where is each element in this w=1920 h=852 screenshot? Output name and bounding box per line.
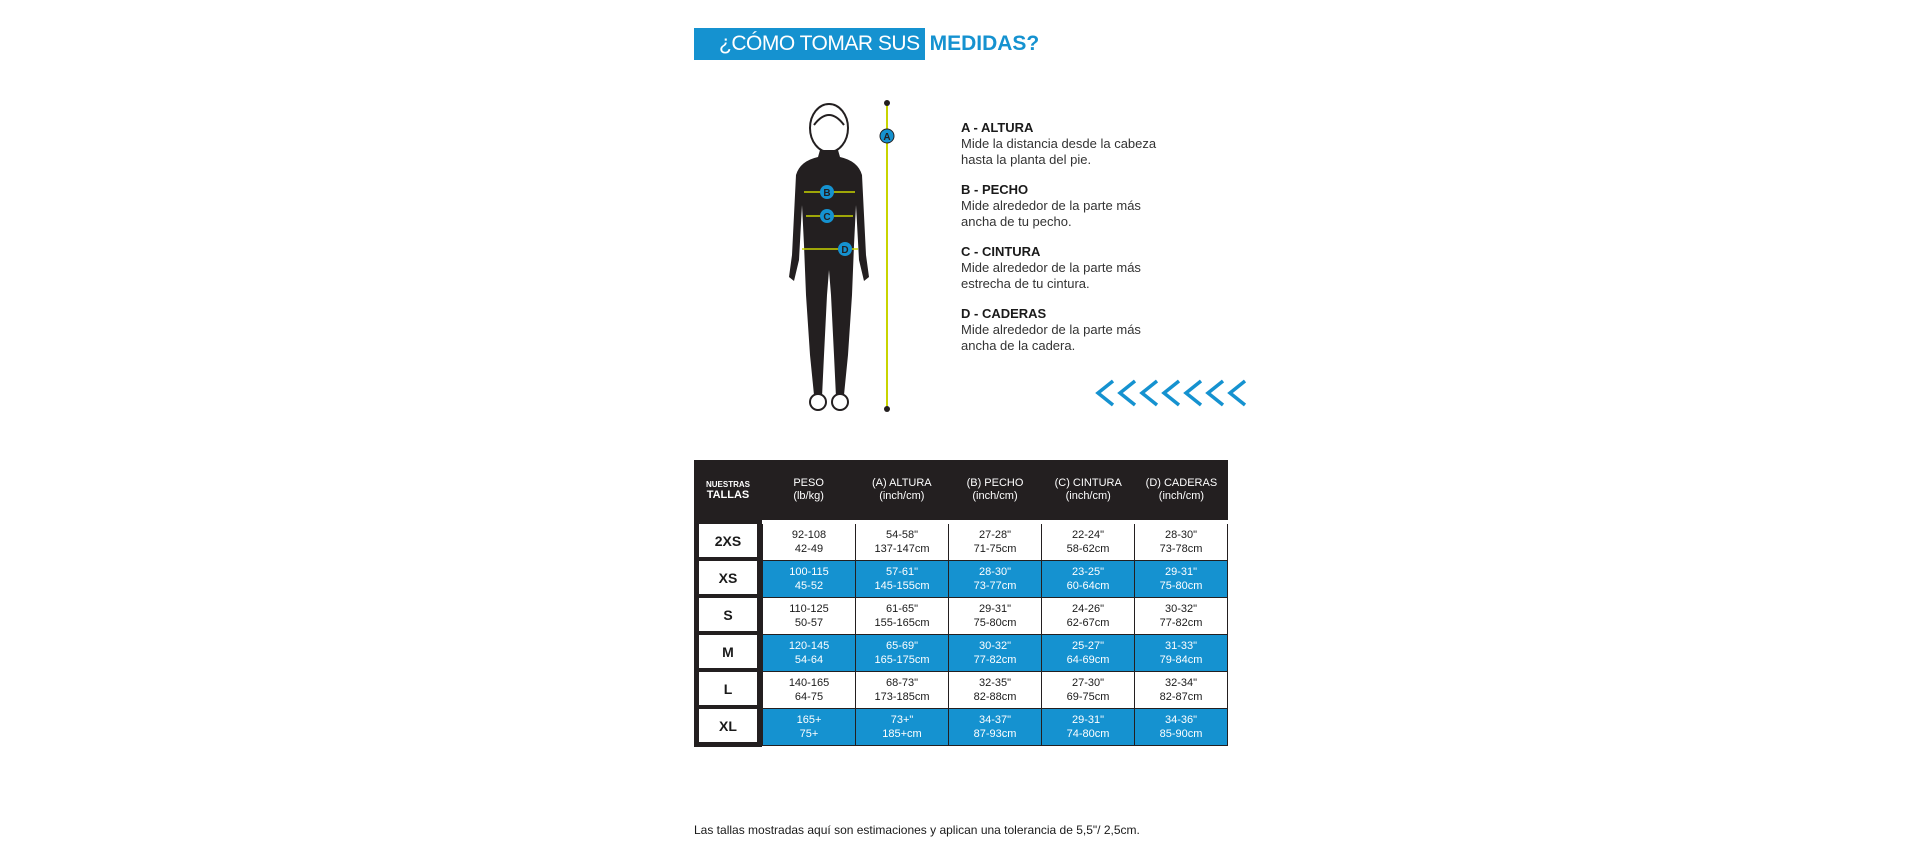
- cell-value-metric: 75+: [799, 728, 819, 740]
- marker-d-icon: [838, 242, 852, 256]
- cell-value-imperial: 140-165: [788, 677, 830, 689]
- cell-value-metric: 185+cm: [882, 728, 922, 740]
- table-cell: [1134, 672, 1227, 709]
- cell-value-metric: 42-49: [794, 543, 824, 555]
- measure-text: Mide la distancia desde la cabeza: [961, 136, 1157, 151]
- cell-value-metric: 155-165cm: [874, 617, 930, 629]
- table-row: [762, 672, 1227, 709]
- cell-value-imperial: 29-31": [978, 603, 1012, 615]
- data-rows: [762, 524, 1228, 746]
- cell-value-metric: 75-80cm: [973, 617, 1017, 629]
- cell-value-imperial: 29-31": [1071, 714, 1105, 726]
- table-cell: [762, 635, 855, 672]
- measure-text: Mide alrededor de la parte más: [961, 198, 1141, 213]
- cell-value-imperial: 22-24": [1071, 529, 1105, 541]
- cell-value-imperial: 120-145: [788, 640, 830, 652]
- measure-altura: [961, 120, 1201, 168]
- cell-value-imperial: 100-115: [789, 566, 829, 578]
- table-row: [762, 524, 1227, 561]
- table-cell: [762, 524, 855, 561]
- measure-heading: A - ALTURA: [961, 120, 1034, 135]
- column-header-unit: (inch/cm): [972, 490, 1018, 502]
- cell-value-imperial: 27-28": [978, 529, 1012, 541]
- cell-value-imperial: 32-34": [1164, 677, 1198, 689]
- cell-value-imperial: 34-36": [1164, 714, 1198, 726]
- marker-c-label: C: [823, 212, 831, 223]
- cell-value-metric: 73-77cm: [973, 580, 1017, 592]
- cell-value-imperial: 54-58": [885, 529, 919, 541]
- table-header: [694, 460, 1228, 520]
- table-cell: [1041, 635, 1134, 672]
- table-cell: [855, 524, 948, 561]
- sizes-header: [694, 460, 762, 520]
- cell-value-imperial: 165+: [796, 714, 822, 726]
- cell-value-metric: 60-64cm: [1066, 580, 1110, 592]
- title-accent: MEDIDAS?: [929, 32, 1040, 55]
- cell-value-metric: 79-84cm: [1159, 654, 1203, 666]
- column-header-unit: (lb/kg): [793, 490, 824, 502]
- table-row: [762, 561, 1227, 598]
- marker-c-icon: [820, 209, 834, 223]
- cell-value-imperial: 25-27": [1071, 640, 1105, 652]
- cell-value-metric: 75-80cm: [1159, 580, 1203, 592]
- cell-value-imperial: 61-65": [885, 603, 919, 615]
- column-header-unit: (inch/cm): [1158, 490, 1205, 502]
- measure-caderas: [961, 306, 1201, 354]
- cell-value-imperial: 65-69": [885, 640, 919, 652]
- cell-value-metric: 85-90cm: [1159, 728, 1203, 740]
- title-highlight: ¿CÓMO TOMAR SUS: [694, 28, 925, 60]
- measure-text: estrecha de tu cintura.: [961, 276, 1090, 291]
- cell-value-metric: 64-75: [794, 691, 824, 703]
- column-header-altura: [855, 460, 948, 520]
- column-header-label: (D) CADERAS: [1145, 477, 1218, 489]
- table-cell: [948, 561, 1041, 598]
- cell-value-imperial: 24-26": [1071, 603, 1105, 615]
- page-title: [694, 28, 1039, 60]
- measure-text: ancha de tu pecho.: [961, 214, 1072, 229]
- cell-value-imperial: 29-31": [1164, 566, 1198, 578]
- cell-value-metric: 145-155cm: [874, 580, 930, 592]
- size-label: 2XS: [699, 524, 757, 557]
- size-label: XS: [699, 561, 757, 594]
- cell-value-metric: 74-80cm: [1066, 728, 1110, 740]
- measure-text: hasta la planta del pie.: [961, 152, 1092, 167]
- table-cell: [1134, 635, 1227, 672]
- column-header-label: (C) CINTURA: [1054, 477, 1122, 489]
- cell-value-metric: 45-52: [794, 580, 824, 592]
- cell-value-metric: 73-78cm: [1159, 543, 1203, 555]
- table-cell: [762, 672, 855, 709]
- cell-value-metric: 69-75cm: [1066, 691, 1110, 703]
- cell-value-imperial: 34-37": [978, 714, 1012, 726]
- table-cell: [762, 598, 855, 635]
- table-body: [694, 520, 1228, 747]
- column-header-label: PESO: [793, 477, 824, 489]
- cell-value-imperial: 92-108: [791, 529, 827, 541]
- cell-value-imperial: 23-25": [1071, 566, 1105, 578]
- marker-b-icon: [820, 185, 834, 199]
- cell-value-imperial: 110-125: [789, 603, 829, 615]
- size-chart-table: [694, 460, 1228, 747]
- measure-heading: C - CINTURA: [961, 244, 1041, 259]
- column-header-pecho: [948, 460, 1041, 520]
- marker-d-label: D: [841, 245, 849, 256]
- column-header-unit: (inch/cm): [1065, 490, 1111, 502]
- cell-value-metric: 82-87cm: [1159, 691, 1203, 703]
- column-header-unit: (inch/cm): [879, 490, 925, 502]
- cell-value-imperial: 57-61": [885, 566, 919, 578]
- table-cell: [1041, 561, 1134, 598]
- sizes-header-line1: NUESTRAS: [705, 479, 750, 489]
- measure-text: ancha de la cadera.: [961, 338, 1076, 353]
- table-cell: [948, 672, 1041, 709]
- size-label: XL: [699, 709, 757, 742]
- table-cell: [1134, 524, 1227, 561]
- table-cell: [1041, 672, 1134, 709]
- column-header-cintura: [1042, 460, 1135, 520]
- measure-pecho: [961, 182, 1201, 230]
- measurement-descriptions: [961, 120, 1201, 368]
- cell-value-imperial: 27-30": [1071, 677, 1105, 689]
- column-header-peso: [762, 460, 855, 520]
- cell-value-metric: 77-82cm: [973, 654, 1017, 666]
- table-row: [762, 598, 1227, 635]
- table-cell: [855, 561, 948, 598]
- measure-cintura: [961, 244, 1201, 292]
- measure-heading: D - CADERAS: [961, 306, 1047, 321]
- table-cell: [948, 709, 1041, 746]
- cell-value-metric: 50-57: [794, 617, 824, 629]
- size-label: S: [699, 598, 757, 631]
- marker-a-label: A: [883, 132, 891, 143]
- cell-value-metric: 64-69cm: [1066, 654, 1110, 666]
- table-row: [762, 709, 1227, 746]
- measure-heading: B - PECHO: [961, 182, 1029, 197]
- table-cell: [948, 598, 1041, 635]
- column-header-caderas: [1135, 460, 1228, 520]
- table-cell: [1134, 561, 1227, 598]
- table-cell: [1134, 598, 1227, 635]
- size-label: M: [699, 635, 757, 668]
- cell-value-imperial: 31-33": [1164, 640, 1198, 652]
- table-cell: [1041, 709, 1134, 746]
- chevrons-left-icon: [1093, 378, 1248, 408]
- cell-value-metric: 173-185cm: [874, 691, 930, 703]
- cell-value-imperial: 28-30": [1164, 529, 1198, 541]
- cell-value-metric: 58-62cm: [1066, 543, 1110, 555]
- table-cell: [762, 561, 855, 598]
- table-cell: [762, 709, 855, 746]
- size-label: L: [699, 672, 757, 705]
- table-cell: [1134, 709, 1227, 746]
- table-cell: [1041, 524, 1134, 561]
- body-figure-illustration: [770, 95, 910, 425]
- table-cell: [948, 524, 1041, 561]
- cell-value-metric: 165-175cm: [874, 654, 930, 666]
- cell-value-imperial: 73+": [890, 714, 914, 726]
- cell-value-imperial: 30-32": [978, 640, 1012, 652]
- cell-value-metric: 137-147cm: [874, 543, 930, 555]
- table-row: [762, 635, 1227, 672]
- measure-text: Mide alrededor de la parte más: [961, 322, 1141, 337]
- cell-value-metric: 54-64: [794, 654, 824, 666]
- marker-b-label: B: [823, 188, 831, 199]
- table-cell: [855, 709, 948, 746]
- cell-value-imperial: 68-73": [885, 677, 919, 689]
- cell-value-metric: 62-67cm: [1066, 617, 1110, 629]
- cell-value-metric: 71-75cm: [973, 543, 1017, 555]
- footnote: Las tallas mostradas aquí son estimaciones y aplican una tolerancia de 5,5"/ 2,5cm.: [694, 823, 1140, 837]
- marker-a-icon: [880, 129, 894, 143]
- cell-value-metric: 77-82cm: [1159, 617, 1203, 629]
- cell-value-metric: 82-88cm: [973, 691, 1017, 703]
- table-cell: [855, 672, 948, 709]
- column-header-label: (B) PECHO: [966, 477, 1024, 489]
- cell-value-imperial: 28-30": [978, 566, 1012, 578]
- table-cell: [948, 635, 1041, 672]
- column-header-label: (A) ALTURA: [871, 477, 932, 489]
- cell-value-imperial: 32-35": [978, 677, 1012, 689]
- head-outline: [810, 104, 848, 152]
- measure-text: Mide alrededor de la parte más: [961, 260, 1141, 275]
- table-cell: [855, 635, 948, 672]
- table-cell: [1041, 598, 1134, 635]
- size-column: [694, 520, 762, 747]
- sizes-header-line2: TALLAS: [706, 488, 750, 501]
- data-area: [762, 520, 1228, 747]
- cell-value-metric: 87-93cm: [973, 728, 1017, 740]
- table-cell: [855, 598, 948, 635]
- cell-value-imperial: 30-32": [1164, 603, 1198, 615]
